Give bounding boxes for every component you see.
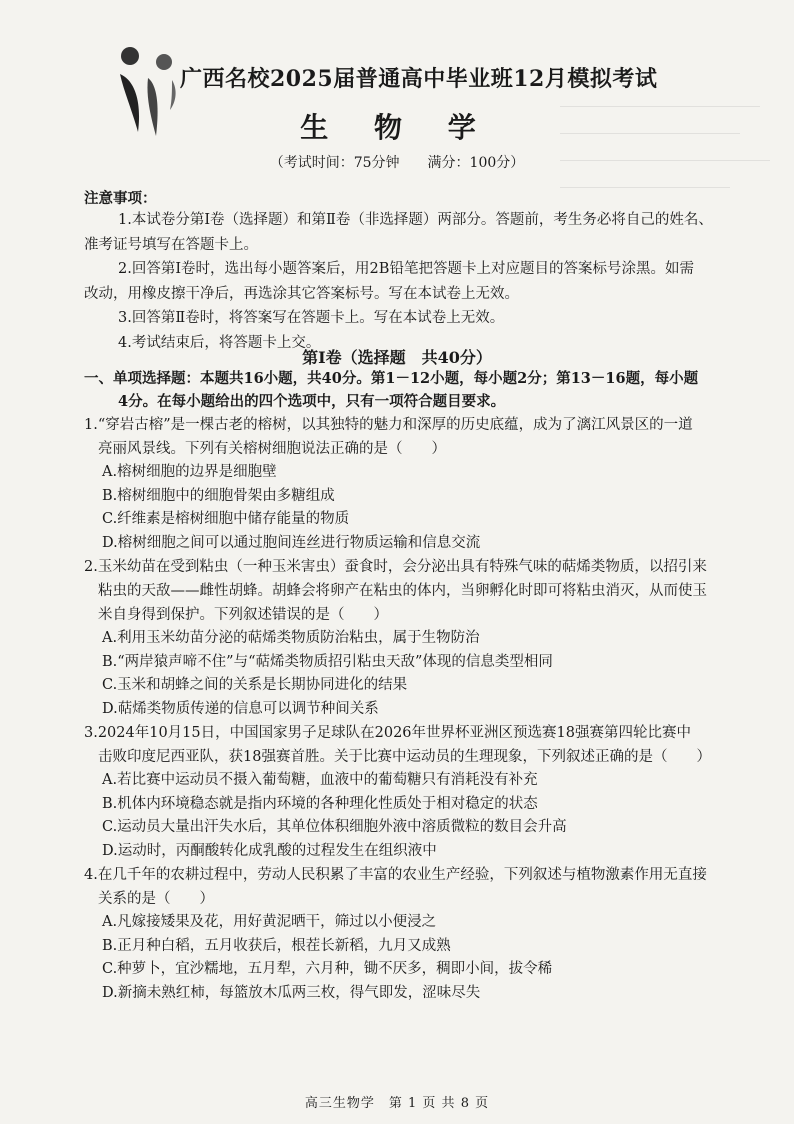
option-b: B.机体内环境稳态就是指内环境的各种理化性质处于相对稳定的状态 <box>102 795 538 812</box>
option-a: A.利用玉米幼苗分泌的萜烯类物质防治粘虫，属于生物防治 <box>102 630 480 646</box>
stem-line: 击败印度尼西亚队，获18强赛首胜。关于比赛中运动员的生理现象，下列叙述正确的是（ ） <box>98 749 711 765</box>
note-line: 4.考试结束后，将答题卡上交。 <box>118 334 321 351</box>
option-c: C.种萝卜，宜沙糯地，五月犁，六月种，锄不厌多，稠即小间，拔令稀 <box>102 961 553 977</box>
stem-line: 粘虫的天敌——雌性胡蜂。胡蜂会将卵产在粘虫的体内，当卵孵化时即可将粘虫消灭，从而使玉 <box>98 583 707 599</box>
option-a: A.若比赛中运动员不摄入葡萄糖，血液中的葡萄糖只有消耗没有补充 <box>102 772 538 788</box>
question-stem <box>84 413 784 461</box>
option-b: B.“两岸猿声啼不住”与“萜烯类物质招引粘虫天敌”体现的信息类型相同 <box>102 653 553 670</box>
section-heading <box>84 367 784 413</box>
option-b: B.正月种白稻，五月收获后，根茬长新稻，九月又成熟 <box>102 937 451 954</box>
stem-line: 米自身得到保护。下列叙述错误的是（ ） <box>98 607 388 623</box>
note-line: 2.回答第Ⅰ卷时，选出每小题答案后，用2B铅笔把答题卡上对应题目的答案标号涂黑。如需 <box>118 261 694 277</box>
question-2 <box>84 555 784 721</box>
option-c: C.玉米和胡蜂之间的关系是长期协同进化的结果 <box>102 677 408 693</box>
section-line: 一、单项选择题：本题共16小题，共40分。第1－12小题，每小题2分；第13－16题，每小题 <box>84 370 699 387</box>
stem-line: 2.玉米幼苗在受到粘虫（一种玉米害虫）蚕食时，会分泌出具有特殊气味的萜烯类物质，以招引来 <box>84 559 707 575</box>
stem-line: 亮丽风景线。下列有关榕树细胞说法正确的是（ ） <box>98 441 446 457</box>
exam-info: （考试时间：75分钟 满分：100分） <box>269 155 525 171</box>
note-line: 准考证号填写在答题卡上。 <box>84 236 258 253</box>
option-d: D.新摘未熟红柿，每篮放木瓜两三枚，得气即发，涩味尽失 <box>102 984 481 1001</box>
notes-list <box>84 208 780 355</box>
option-d: D.萜烯类物质传递的信息可以调节种间关系 <box>102 700 379 717</box>
subject-title: 生 物 学 <box>300 111 494 144</box>
stem-line: 1.“穿岩古榕”是一棵古老的榕树，以其独特的魅力和深厚的历史底蕴，成为了漓江风景区的一道 <box>84 417 693 433</box>
page-footer: 高三生物学 第 1 页 共 8 页 <box>304 1096 490 1111</box>
part-title: 第Ⅰ卷（选择题 共40分） <box>302 348 492 367</box>
question-list <box>84 413 784 1005</box>
question-1 <box>84 413 784 555</box>
option-c: C.纤维素是榕树细胞中储存能量的物质 <box>102 511 350 527</box>
question-4 <box>84 863 784 1005</box>
section-line: 4分。在每小题给出的四个选项中，只有一项符合题目要求。 <box>118 393 506 410</box>
note-line: 改动，用橡皮擦干净后，再选涂其它答案标号。写在本试卷上无效。 <box>84 285 519 302</box>
question-stem <box>84 721 784 769</box>
stem-line: 3.2024年10月15日，中国国家男子足球队在2026年世界杯亚洲区预选赛18强赛第四轮比赛中 <box>84 725 691 741</box>
exam-title: 广西名校2025届普通高中毕业班12月模拟考试 <box>180 66 658 92</box>
option-a: A.榕树细胞的边界是细胞壁 <box>102 464 277 480</box>
option-d: D.榕树细胞之间可以通过胞间连丝进行物质运输和信息交流 <box>102 534 481 551</box>
option-a: A.凡嫁接矮果及花，用好黄泥晒干，筛过以小便浸之 <box>102 914 437 930</box>
question-stem <box>84 863 784 911</box>
option-b: B.榕树细胞中的细胞骨架由多糖组成 <box>102 487 335 504</box>
question-3 <box>84 721 784 863</box>
option-d: D.运动时，丙酮酸转化成乳酸的过程发生在组织液中 <box>102 842 437 859</box>
note-line: 1.本试卷分第Ⅰ卷（选择题）和第Ⅱ卷（非选择题）两部分。答题前，考生务必将自己的姓名、 <box>118 212 713 228</box>
option-c: C.运动员大量出汗失水后，其单位体积细胞外液中溶质微粒的数目会升高 <box>102 819 567 835</box>
notes-heading: 注意事项： <box>84 190 157 207</box>
question-stem <box>84 555 784 627</box>
stem-line: 4.在几千年的农耕过程中，劳动人民积累了丰富的农业生产经验，下列叙述与植物激素作用无直接 <box>84 867 707 883</box>
note-line: 3.回答第Ⅱ卷时，将答案写在答题卡上。写在本试卷上无效。 <box>118 310 505 326</box>
stem-line: 关系的是（ ） <box>98 891 214 907</box>
